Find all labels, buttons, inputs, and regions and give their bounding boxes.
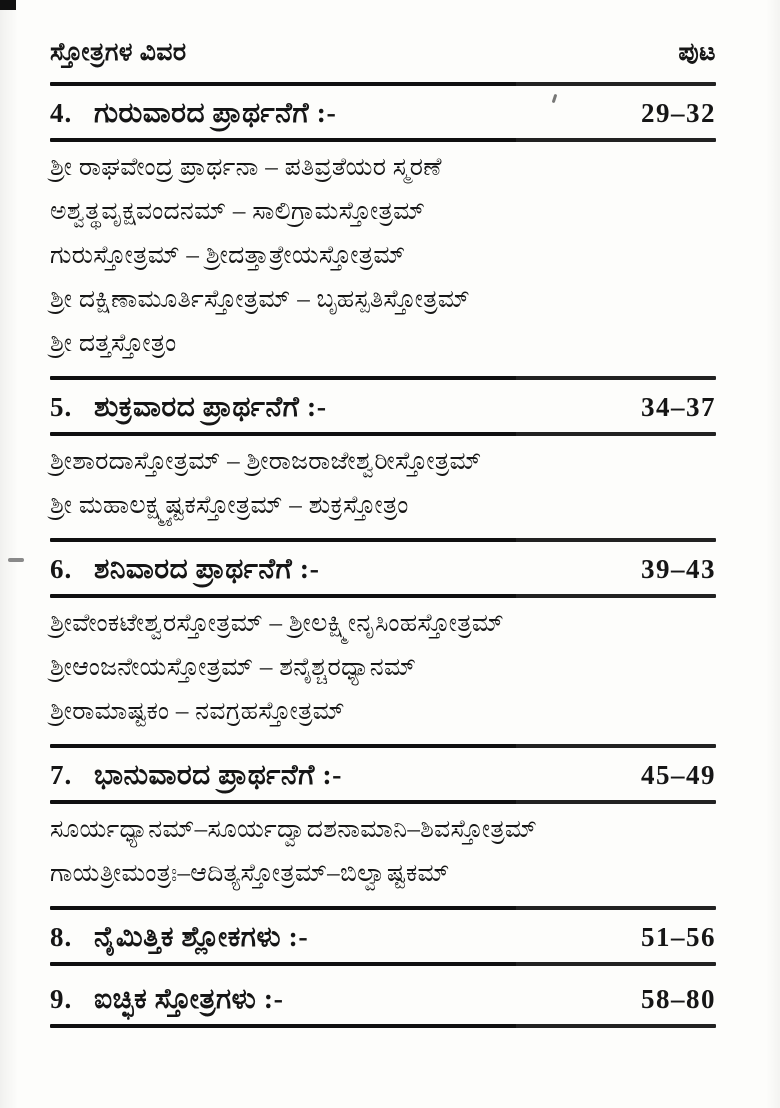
section-heading-row bbox=[50, 380, 716, 432]
stotra-line: ಶ್ರೀರಾಮಾಷ್ಟಕಂ – ನವಗ್ರಹಸ್ತೋತ್ರಮ್ bbox=[50, 698, 345, 725]
section-heading-row bbox=[50, 542, 716, 594]
stotra-line: ಶ್ರೀಆಂಜನೇಯಸ್ತೋತ್ರಮ್ – ಶನೈಶ್ಚರಧ್ಯಾನಮ್ bbox=[50, 654, 417, 681]
section-title: ಗುರುವಾರದ ಪ್ರಾರ್ಥನೆಗೆ :- bbox=[94, 98, 337, 129]
toc-section bbox=[50, 966, 716, 1028]
section-heading-row bbox=[50, 910, 716, 962]
section-title: ಐಚ್ಛಿಕ ಸ್ತೋತ್ರಗಳು :- bbox=[94, 984, 284, 1015]
stotra-line: ಗುರುಸ್ತೋತ್ರಮ್ – ಶ್ರೀದತ್ತಾತ್ರೇಯಸ್ತೋತ್ರಮ್ bbox=[50, 242, 406, 269]
stotra-line: ಶ್ರೀಶಾರದಾಸ್ತೋತ್ರಮ್ – ಶ್ರೀರಾಜರಾಜೇಶ್ವರೀಸ್ತೋತ್ರಮ್ bbox=[50, 448, 482, 475]
section-heading-row bbox=[50, 748, 716, 800]
toc-section bbox=[50, 380, 716, 542]
stotra-line: ಶ್ರೀ ಮಹಾಲಕ್ಷ್ಮ್ಯಷ್ಟಕಸ್ತೋತ್ರಮ್ – ಶುಕ್ರಸ್ತೋತ್ರಂ bbox=[50, 492, 409, 519]
toc-header bbox=[50, 36, 716, 70]
stotra-line: ಶ್ರೀ ದಕ್ಷಿಣಾಮೂರ್ತಿಸ್ತೋತ್ರಮ್ – ಬೃಹಸ್ಪತಿಸ್ತೋತ್ರಮ್ bbox=[50, 286, 471, 313]
stotra-line: ಗಾಯತ್ರೀಮಂತ್ರಃ–ಆದಿತ್ಯಸ್ತೋತ್ರಮ್–ಬಿಲ್ವಾಷ್ಟಕಮ್ bbox=[50, 860, 450, 887]
stotra-line: ಶ್ರೀವೇಂಕಟೇಶ್ವರಸ್ತೋತ್ರಮ್ – ಶ್ರೀಲಕ್ಷ್ಮೀನೃಸಿಂಹಸ್ತೋತ್ರಮ್ bbox=[50, 610, 505, 637]
stotra-list bbox=[50, 142, 716, 376]
section-title: ನೈಮಿತ್ತಿಕ ಶ್ಲೋಕಗಳು :- bbox=[94, 922, 309, 953]
section-page-range: 58–80 bbox=[641, 984, 716, 1014]
section-heading-row bbox=[50, 966, 716, 1024]
section-heading-row bbox=[50, 86, 716, 138]
stotra-list bbox=[50, 804, 716, 906]
section-number: 4. bbox=[50, 98, 73, 128]
section-number: 8. bbox=[50, 922, 73, 952]
section-page-range: 39–43 bbox=[641, 554, 716, 584]
stotra-list bbox=[50, 598, 716, 744]
section-title: ಶುಕ್ರವಾರದ ಪ್ರಾರ್ಥನೆಗೆ :- bbox=[94, 392, 327, 423]
toc-section bbox=[50, 542, 716, 748]
toc-section bbox=[50, 748, 716, 910]
section-title: ಶನಿವಾರದ ಪ್ರಾರ್ಥನೆಗೆ :- bbox=[94, 554, 320, 585]
section-page-range: 34–37 bbox=[641, 392, 716, 422]
toc-section bbox=[50, 910, 716, 966]
section-divider bbox=[50, 1024, 716, 1028]
section-number: 6. bbox=[50, 554, 73, 584]
stotra-line: ಅಶ್ವತ್ಥವೃಕ್ಷವಂದನಮ್ – ಸಾಲಿಗ್ರಾಮಸ್ತೋತ್ರಮ್ bbox=[50, 198, 426, 225]
section-page-range: 51–56 bbox=[641, 922, 716, 952]
stotra-line: ಸೂರ್ಯಧ್ಯಾನಮ್–ಸೂರ್ಯದ್ವಾದಶನಾಮಾನಿ–ಶಿವಸ್ತೋತ್ರಮ್ bbox=[50, 816, 538, 843]
stotra-line: ಶ್ರೀ ರಾಘವೇಂದ್ರ ಪ್ರಾರ್ಥನಾ – ಪತಿವ್ರತೆಯರ ಸ್ಮರಣೆ bbox=[50, 154, 442, 181]
section-title: ಭಾನುವಾರದ ಪ್ರಾರ್ಥನೆಗೆ :- bbox=[94, 760, 343, 791]
scan-artifact-corner bbox=[0, 0, 16, 10]
toc-body bbox=[50, 86, 716, 1028]
page-column-label: ಪುಟ bbox=[678, 39, 716, 66]
section-page-range: 45–49 bbox=[641, 760, 716, 790]
scan-artifact-dash bbox=[8, 558, 24, 562]
toc-section bbox=[50, 86, 716, 380]
section-number: 9. bbox=[50, 984, 73, 1014]
section-number: 7. bbox=[50, 760, 73, 790]
section-page-range: 29–32 bbox=[641, 98, 716, 128]
toc-title: ಸ್ತೋತ್ರಗಳ ವಿವರ bbox=[50, 39, 187, 66]
section-number: 5. bbox=[50, 392, 73, 422]
stotra-list bbox=[50, 436, 716, 538]
stotra-line: ಶ್ರೀ ದತ್ತಸ್ತೋತ್ರಂ bbox=[50, 330, 177, 357]
